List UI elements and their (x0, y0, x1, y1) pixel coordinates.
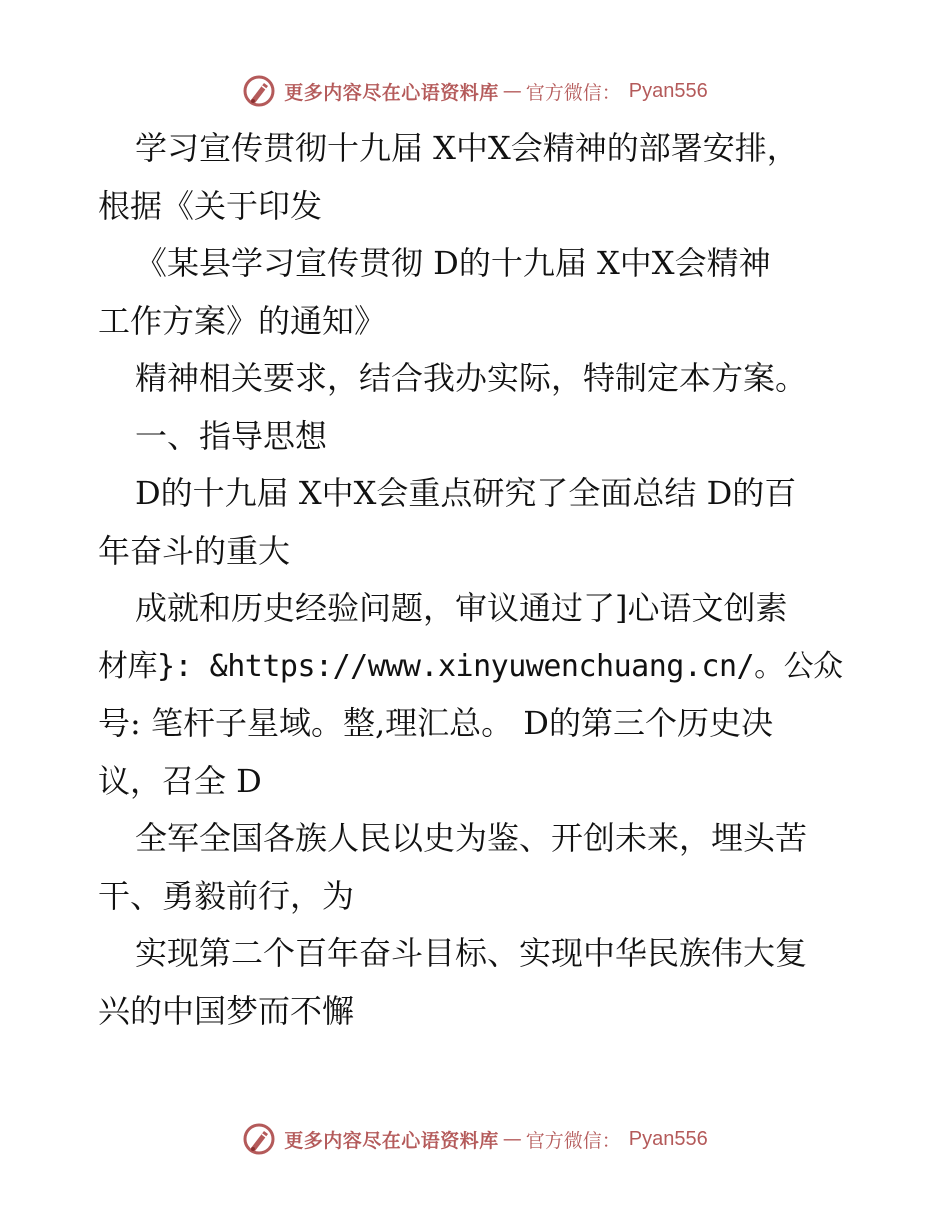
body-line: 兴的中国梦而不懈 (98, 991, 355, 1030)
watermark-wechat-label: 官方微信： (525, 81, 621, 104)
watermark-wechat-id: Pyan556 (628, 1127, 708, 1150)
watermark-brand-text: 更多内容尽在心语资料库 (284, 81, 499, 104)
section-heading: 一、指导思想 (135, 416, 328, 455)
body-line: 年奋斗的重大 (98, 531, 291, 570)
body-line: 工作方案》的通知》 (98, 301, 387, 340)
body-line-url: 材库}: &https://www.xinyuwenchuang.cn/。公众 (98, 648, 843, 684)
watermark-dash: — (502, 80, 522, 102)
body-line: 《某县学习宣传贯彻 D的十九届 X中X会精神 (135, 244, 771, 282)
document-body (98, 120, 858, 1040)
body-line: D的十九届 X中X会重点研究了全面总结 D的百 (135, 474, 797, 512)
body-line: 学习宣传贯彻十九届 X中X会精神的部署安排， (135, 129, 799, 167)
body-line: 号: 笔杆子星域。整,理汇总。 D的第三个历史决 (98, 704, 773, 742)
header-watermark (0, 73, 950, 109)
body-line: 成就和历史经验问题，审议通过了]心语文创素 (135, 589, 788, 627)
body-line: 干、勇毅前行，为 (98, 876, 355, 915)
watermark-wechat-id: Pyan556 (628, 79, 708, 102)
footer-watermark (0, 1121, 950, 1157)
body-line: 精神相关要求，结合我办实际，特制定本方案。 (135, 359, 808, 397)
watermark-dash: — (502, 1128, 522, 1150)
body-line: 议，召全 D (98, 761, 262, 800)
watermark-brand-text: 更多内容尽在心语资料库 (284, 1129, 499, 1152)
watermark-wechat-label: 官方微信： (525, 1129, 621, 1152)
body-line: 根据《关于印发 (98, 186, 323, 225)
body-line: 全军全国各族人民以史为鉴、开创未来，埋头苦 (135, 819, 808, 857)
pen-circle-logo-icon (242, 1122, 276, 1156)
pen-circle-logo-icon (242, 74, 276, 108)
body-line: 实现第二个百年奋斗目标、实现中华民族伟大复 (135, 934, 808, 972)
